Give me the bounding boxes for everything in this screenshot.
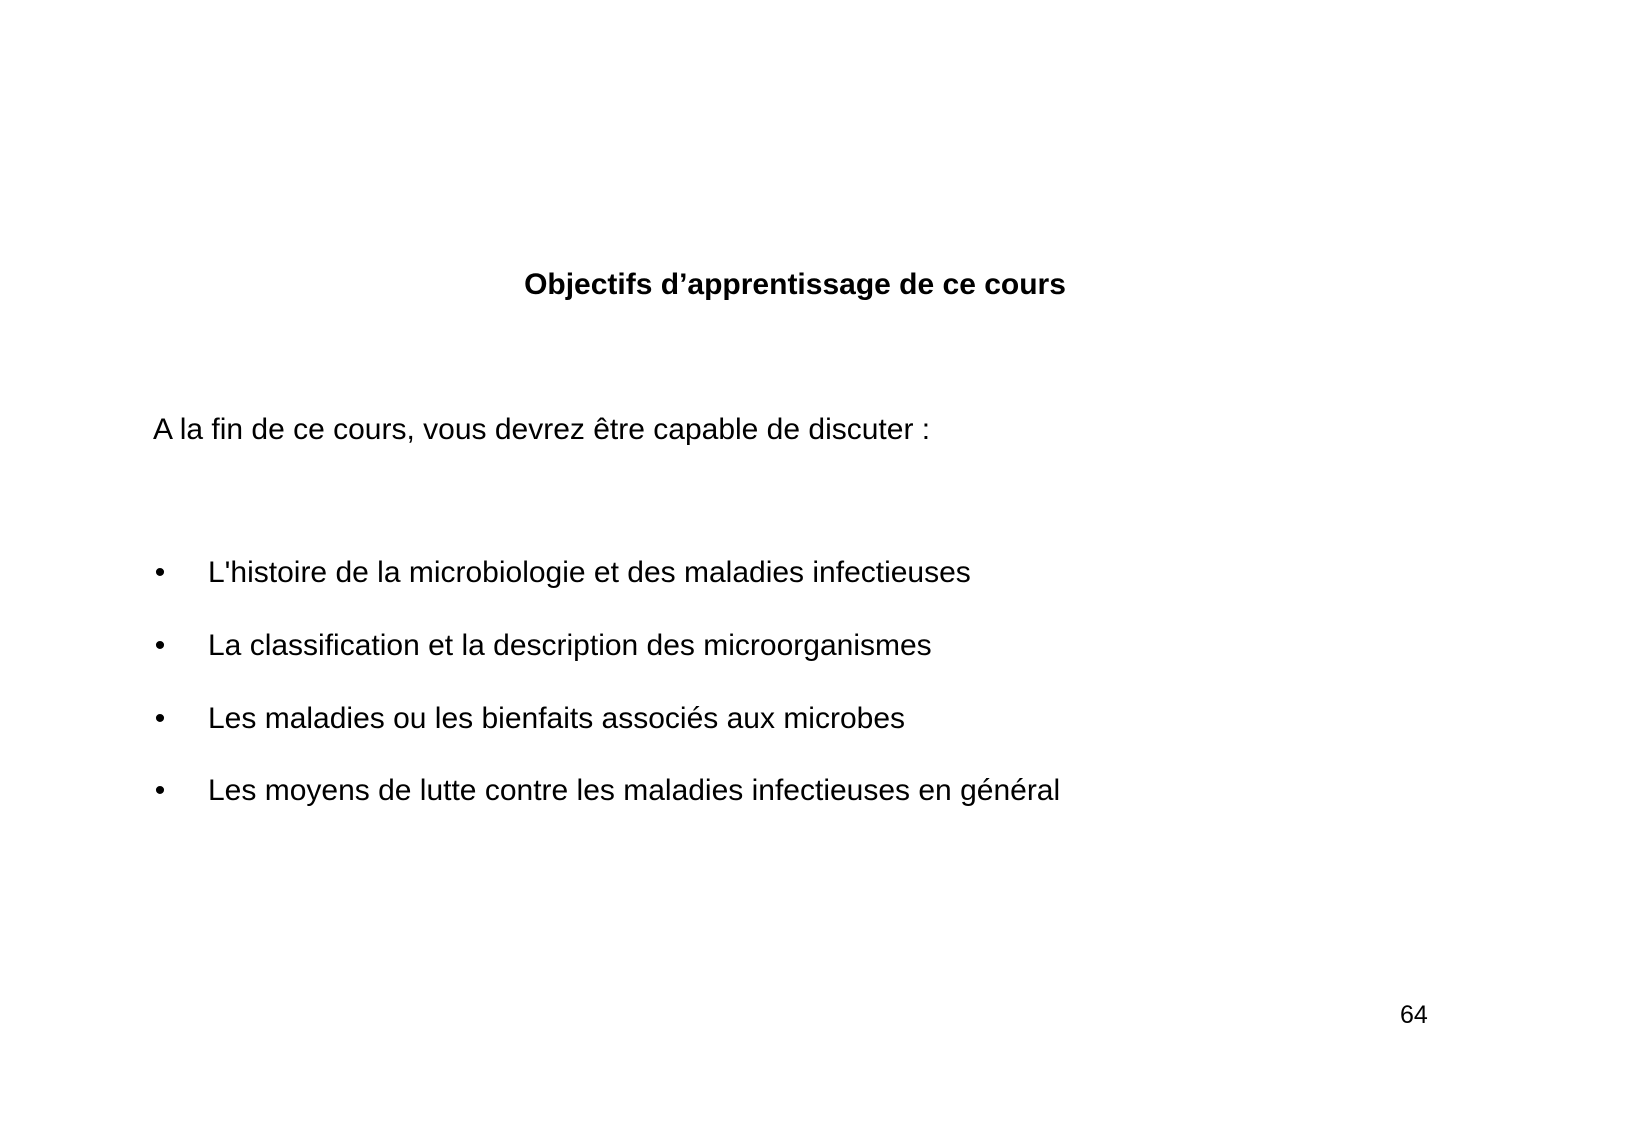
bullet-icon: • <box>154 556 166 589</box>
slide-title: Objectifs d’apprentissage de ce cours <box>524 268 1066 301</box>
bullet-text: La classification et la description des microorganismes <box>208 629 932 662</box>
page-number: 64 <box>1400 1001 1428 1029</box>
bullet-icon: • <box>154 774 166 807</box>
bullet-icon: • <box>154 702 166 735</box>
bullet-text: Les moyens de lutte contre les maladies infectieuses en général <box>208 774 1061 807</box>
intro-text: A la fin de ce cours, vous devrez être capable de discuter : <box>153 413 931 446</box>
bullet-text: L'histoire de la microbiologie et des maladies infectieuses <box>208 556 971 589</box>
bullet-icon: • <box>154 629 166 662</box>
bullet-text: Les maladies ou les bienfaits associés aux microbes <box>208 702 906 735</box>
